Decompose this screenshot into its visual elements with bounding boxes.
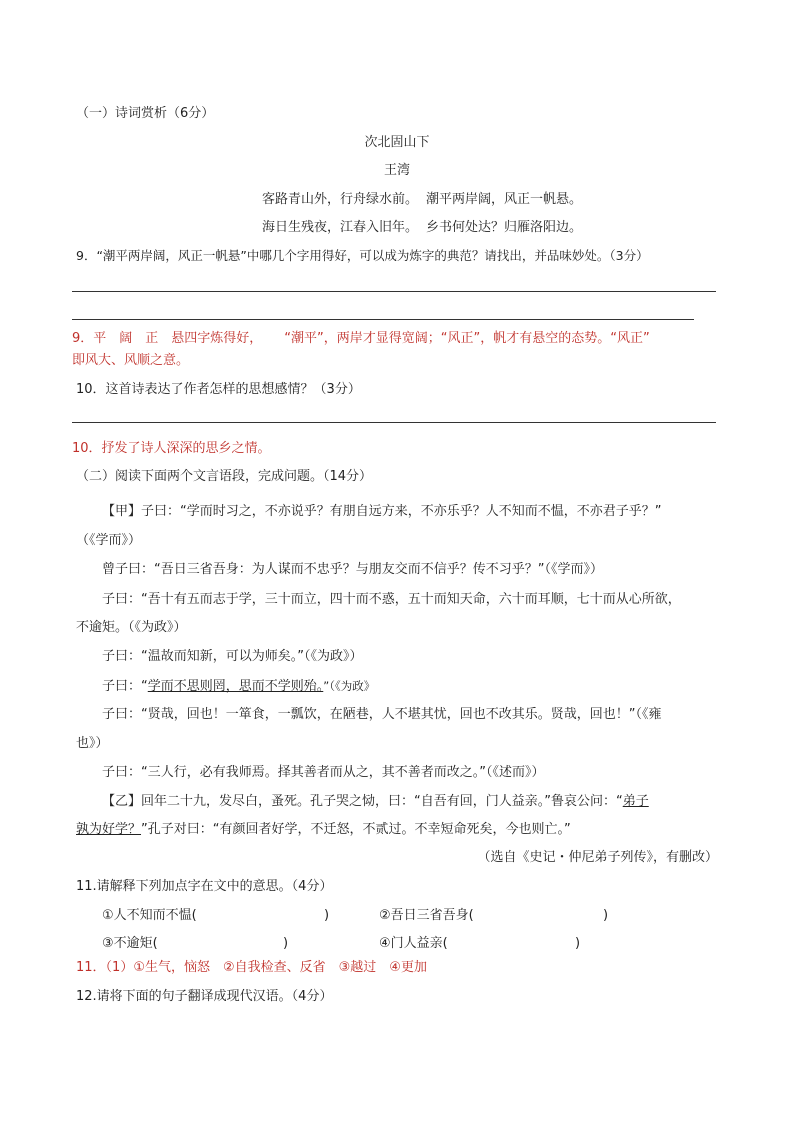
q11-item-4: ④门人益亲( xyxy=(379,936,448,951)
passage-jia-5-post: ”（《为政》 xyxy=(323,679,376,693)
answer-9-part2: “潮平”，两岸才显得宽阔；“风正”，帆才有悬空的态势。“风正” xyxy=(284,331,650,346)
q11-close-4: ) xyxy=(575,936,581,951)
question-9: 9．“潮平两岸阔，风正一帆悬”中哪几个字用得好，可以成为炼字的典范？请找出，并品味妙处。（3分） xyxy=(76,248,649,263)
question-10: 10．这首诗表达了作者怎样的思想感情？（3分） xyxy=(76,382,361,397)
poem-line-2b: 乡书何处达？归雁洛阳边。 xyxy=(426,220,583,235)
q11-close-2: ) xyxy=(603,908,609,923)
passage-yi-1-underlined: 弟子 xyxy=(622,794,649,809)
q11-close-3: ) xyxy=(283,936,289,951)
answer-9-line2: 即风大、风顺之意。 xyxy=(72,353,190,368)
section1-heading: （一）诗词赏析（6分） xyxy=(76,106,215,121)
passage-jia-3b: 不逾矩。（《为政》） xyxy=(76,620,187,635)
passage-jia-6b: 也》） xyxy=(76,736,109,751)
passage-jia-1b: （《学而》） xyxy=(76,533,142,548)
passage-jia-1: 【甲】子曰：“学而时习之，不亦说乎？有朋自远方来，不亦乐乎？人不知而不愠，不亦君子乎？” xyxy=(102,504,662,519)
answer-line-2[interactable] xyxy=(72,319,694,320)
q11-item-2: ②吾日三省吾身( xyxy=(379,908,474,923)
poem-line-2a: 海日生残夜，江春入旧年。 xyxy=(262,220,419,235)
section2-heading: （二）阅读下面两个文言语段，完成问题。（14分） xyxy=(76,469,373,484)
passage-jia-4: 子曰：“温故而知新，可以为师矣。”（《为政》） xyxy=(102,649,363,664)
poem-author: 王湾 xyxy=(383,163,410,178)
passage-jia-7: 子曰：“三人行，必有我师焉。择其善者而从之，其不善者而改之。”（《述而》） xyxy=(102,765,545,780)
q11-item-3: ③不逾矩( xyxy=(102,936,158,951)
passage-jia-5-pre: 子曰：“ xyxy=(102,679,148,694)
passage-jia-6: 子曰：“贤哉，回也！一箪食，一瓢饮，在陋巷，人不堪其忧，回也不改其乐。贤哉，回也！”（《雍 xyxy=(102,707,662,722)
poem-title: 次北固山下 xyxy=(364,135,430,150)
answer-line-3[interactable] xyxy=(72,422,716,423)
question-12: 12.请将下面的句子翻译成现代汉语。（4分） xyxy=(76,989,333,1004)
passage-yi-1-pre: 【乙】回年二十九，发尽白，蚤死。孔子哭之恸，曰：“自吾有回，门人益亲。”鲁哀公问：“ xyxy=(102,794,623,809)
answer-11-prefix: 11．（1） xyxy=(76,960,134,975)
answer-11-text: ①生气，恼怒 ②自我检查、反省 ③越过 ④更加 xyxy=(133,960,427,975)
answer-11 xyxy=(76,959,427,977)
passage-yi-2-post: ”孔子对曰：“有颜回者好学，不迁怒，不贰过。不幸短命死矣，今也则亡。” xyxy=(141,822,571,837)
passage-yi-1 xyxy=(102,793,649,811)
answer-line-1[interactable] xyxy=(72,291,716,292)
passage-jia-2: 曾子曰：“吾日三省吾身：为人谋而不忠乎？与朋友交而不信乎？传不习乎？”（《学而》） xyxy=(102,562,603,577)
answer-9-line1 xyxy=(72,330,650,348)
passage-jia-5-underlined: 学而不思则罔，思而不学则殆。 xyxy=(147,679,324,694)
q11-item-1: ①人不知而不愠( xyxy=(102,908,197,923)
poem-line-1b: 潮平两岸阔，风正一帆悬。 xyxy=(426,192,583,207)
passage-yi-2-underlined: 孰为好学？ xyxy=(76,822,142,837)
question-11: 11.请解释下列加点字在文中的意思。（4分） xyxy=(76,879,333,894)
q11-close-1: ) xyxy=(324,908,330,923)
answer-10: 10．抒发了诗人深深的思乡之情。 xyxy=(72,441,271,456)
passage-yi-2 xyxy=(76,821,571,839)
answer-9-part1: 9．平 阔 正 悬四字炼得好， xyxy=(72,331,263,346)
passage-jia-5 xyxy=(102,677,375,696)
passage-source: （选自《史记・仲尼弟子列传》，有删改） xyxy=(477,850,718,865)
poem-line-1a: 客路青山外，行舟绿水前。 xyxy=(262,192,419,207)
passage-jia-3: 子曰：“吾十有五而志于学，三十而立，四十而不惑，五十而知天命，六十而耳顺，七十而从心所欲， xyxy=(102,592,681,607)
